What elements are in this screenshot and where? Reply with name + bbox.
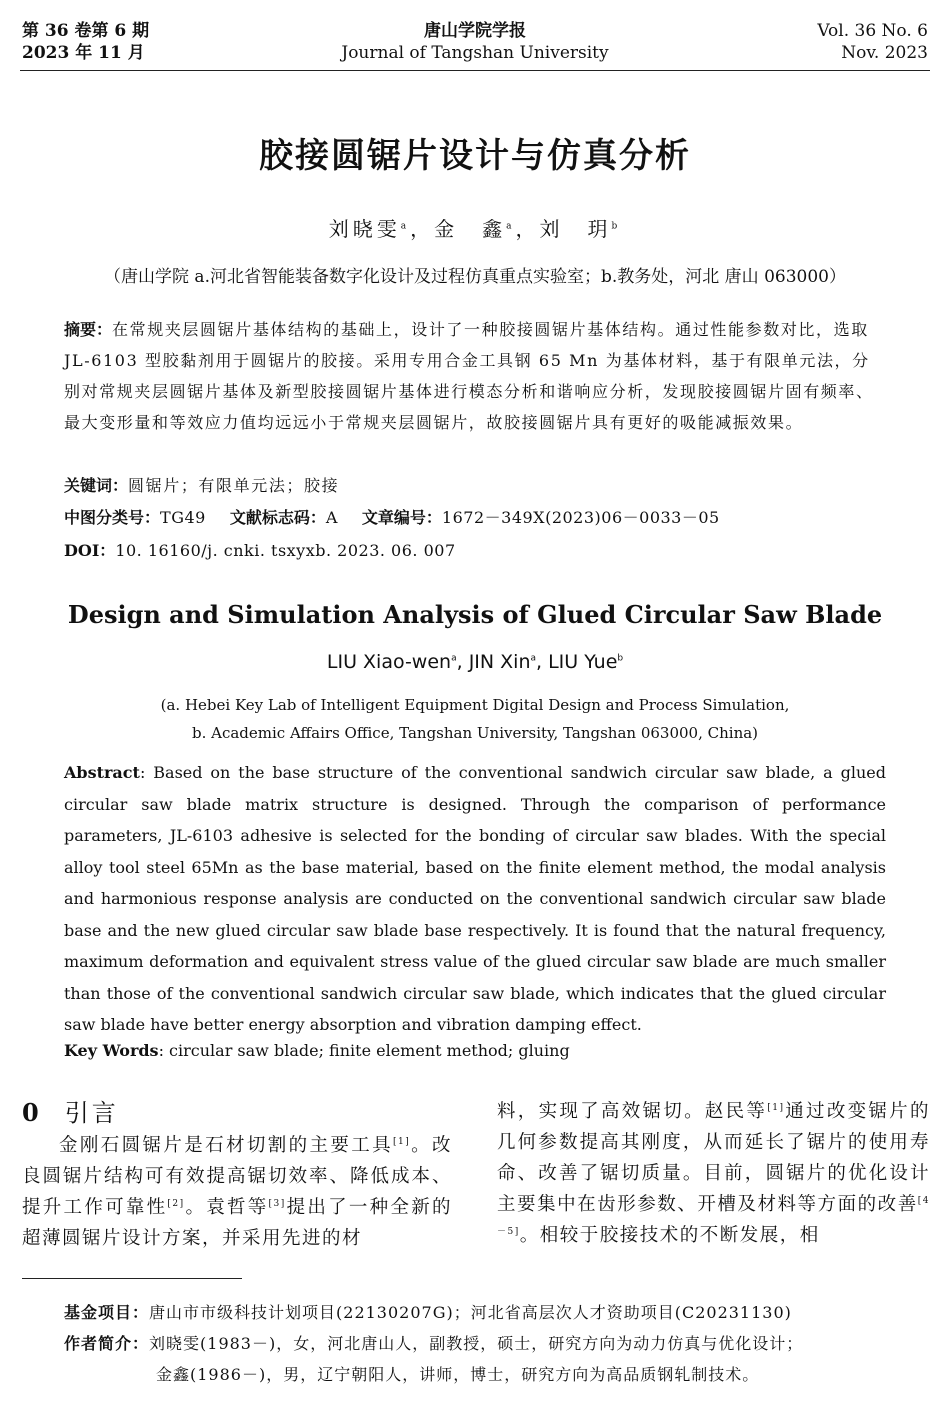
author-name-en: LIU Yue — [548, 651, 618, 673]
author-affil-mark: b — [611, 221, 622, 232]
abstract-en-text: Based on the base structure of the conventional sandwich circular saw blade, a glued circular saw blade matrix structure is designed. Through the comparison of performance parameters, JL-6103 adhesive is selected for the bonding of circular saw blades. With the special alloy tool steel 65Mn as the base material, based on the finite element method, the modal analysis and harmonious response analysis are conducted on the conventional sandwich circular saw blade base and the new glued circular saw blade base respectively. It is found that the natural frequency, maximum deformation and equivalent stress value of the glued circular saw blade are much smaller than those of the conventional sandwich circular saw blade, which indicates that the glued circular saw blade have better energy absorption and vibration damping effect. — [64, 763, 886, 1034]
abstract-en: Abstract: Based on the base structure of the conventional sandwich circular saw blade, a glued circular saw blade matrix structure is designed. Through the comparison of performance parameters, JL-6103 adhesive is selected for the bonding of circular saw blades. With the special alloy tool steel 65Mn as the base material, based on the finite element method, the modal analysis and harmonious response analysis are conducted on the conventional sandwich circular saw blade base and the new glued circular saw blade base respectively. It is found that the natural frequency, maximum deformation and equivalent stress value of the glued circular saw blade are much smaller than those of the conventional sandwich circular saw blade, which indicates that the glued circular saw blade have better energy absorption and vibration damping effect. — [64, 763, 886, 1034]
doc-code-label: 文献标志码： — [229, 508, 326, 527]
body-paragraph — [22, 1130, 452, 1254]
citation[interactable]: [4－5] — [497, 1195, 930, 1237]
abstract-cn — [64, 314, 886, 438]
author-bio-label: 作者简介： — [64, 1334, 150, 1353]
affiliation-cn: （唐山学院 a.河北省智能装备数字化设计及过程仿真重点实验室；b.教务处，河北 唐山 063000） — [104, 267, 846, 287]
volume-issue-en: Vol. 36 No. 6 — [817, 21, 928, 41]
clc-label: 中图分类号： — [64, 508, 161, 527]
citation[interactable]: [3] — [268, 1198, 286, 1209]
keywords-en-label: Key Words — [64, 1041, 159, 1060]
footnote-author-bio — [64, 1328, 914, 1359]
keywords-cn-text: 圆锯片；有限单元法；胶接 — [128, 476, 340, 495]
author-name: 刘晓雯 — [328, 217, 401, 241]
citation[interactable]: [2] — [167, 1198, 185, 1209]
footnote-funding — [64, 1297, 914, 1328]
section-title: 引言 — [64, 1099, 119, 1127]
citation[interactable]: [1] — [767, 1102, 785, 1113]
body-text: 。改良圆锯片结构可有效提高锯切效率、降低成本、提升工作可靠性 — [22, 1135, 452, 1218]
funding-text: 唐山市市级科技计划项目(22130207G)；河北省高层次人才资助项目(C20231130) — [149, 1303, 792, 1322]
author-affil-mark: b — [617, 653, 624, 664]
affiliation-en-line2: b. Academic Affairs Office, Tangshan University, Tangshan 063000, China) — [191, 724, 759, 742]
author-affil-mark: a — [400, 221, 411, 232]
body-text: 金刚石圆锯片是石材切割的主要工具 — [59, 1135, 393, 1156]
keywords-en: Key Words: circular saw blade; finite element method; gluing — [64, 1041, 570, 1060]
journal-name-en: Journal of Tangshan University — [341, 43, 609, 63]
header-volume-en — [817, 20, 928, 64]
body-column-left — [22, 1130, 452, 1254]
footnote-author-bio-2: 金鑫(1986－)，男，辽宁朝阳人，讲师，博士，研究方向为高品质钢轧制技术。 — [156, 1365, 760, 1384]
keywords-cn-label: 关键词： — [64, 476, 129, 495]
keywords-cn — [64, 470, 886, 501]
body-text: 。袁哲等 — [184, 1197, 269, 1218]
body-text: 料，实现了高效锯切。赵民等 — [497, 1101, 768, 1122]
english-title: Design and Simulation Analysis of Glued Circular Saw Blade — [67, 600, 883, 629]
journal-name-cn: 唐山学院学报 — [424, 21, 526, 41]
abstract-cn-label: 摘要： — [64, 320, 113, 339]
article-number-label: 文章编号： — [361, 508, 442, 527]
article-number-value: 1672－349X(2023)06－0033－05 — [441, 508, 720, 527]
abstract-en-label: Abstract — [64, 763, 140, 782]
section-number: 0 — [22, 1098, 39, 1127]
author-bio-1: 刘晓雯(1983－)，女，河北唐山人，副教授，硕士，研究方向为动力仿真与优化设计； — [149, 1334, 804, 1353]
body-text: 。相较于胶接技术的不断发展，相 — [519, 1225, 820, 1246]
classification-line — [64, 502, 886, 533]
body-paragraph — [497, 1096, 930, 1251]
section-heading — [22, 1093, 119, 1128]
author-affil-mark: a — [506, 221, 516, 232]
doi-label: DOI： — [64, 541, 116, 560]
author-name: 刘 玥 — [539, 217, 612, 241]
date-cn: 2023 年 11 月 — [22, 43, 145, 63]
doi-value[interactable]: 10. 16160/j. cnki. tsxyxb. 2023. 06. 007 — [115, 541, 456, 560]
authors-en: LIU Xiao-wen$^a$, JIN Xin$^a$, LIU Yue$^b$ — [326, 651, 624, 673]
page-title: 胶接圆锯片设计与仿真分析 — [259, 136, 691, 176]
doi-line — [64, 535, 886, 566]
body-column-right — [497, 1096, 930, 1251]
author-affil-mark: a — [451, 653, 457, 664]
authors-cn: 刘晓雯$^a$，金 鑫$^a$，刘 玥$^b$ — [328, 217, 622, 241]
author-name-en: LIU Xiao-wen — [326, 651, 452, 673]
date-en: Nov. 2023 — [841, 43, 928, 63]
abstract-cn-text: 在常规夹层圆锯片基体结构的基础上，设计了一种胶接圆锯片基体结构。通过性能参数对比，选取 JL-6103 型胶黏剂用于圆锯片的胶接。采用专用合金工具钢 65 Mn 为基体材料，基于有限单元法，分别对常规夹层圆锯片基体及新型胶接圆锯片基体进行模态分析和谐响应分析，发现胶接圆锯片固有频率、最大变形量和等效应力值均远远小于常规夹层圆锯片，故胶接圆锯片具有更好的吸能减振效果。 — [64, 320, 874, 432]
doc-code-value: A — [325, 508, 338, 527]
funding-label: 基金项目： — [64, 1303, 150, 1322]
citation[interactable]: [1] — [392, 1136, 411, 1147]
volume-issue-cn: 第 36 卷第 6 期 — [22, 21, 150, 41]
keywords-en-text: circular saw blade; finite element method; gluing — [169, 1041, 570, 1060]
body-text: 通过改变锯片的几何参数提高其刚度，从而延长了锯片的使用寿命、改善了锯切质量。目前，圆锯片的优化设计主要集中在齿形参数、开槽及材料等方面的改善 — [497, 1101, 930, 1215]
clc-value: TG49 — [160, 508, 206, 527]
footnote-rule — [22, 1278, 242, 1279]
header-journal — [0, 20, 950, 64]
header-rule — [20, 70, 930, 71]
affiliation-en-line1: (a. Hebei Key Lab of Intelligent Equipment Digital Design and Process Simulation, — [160, 696, 790, 714]
body-text: 提出了一种全新的超薄圆锯片设计方案，并采用先进的材 — [22, 1197, 452, 1249]
author-name-en: JIN Xin — [468, 651, 531, 673]
author-name: 金 鑫 — [434, 217, 507, 241]
author-affil-mark: a — [530, 653, 536, 664]
